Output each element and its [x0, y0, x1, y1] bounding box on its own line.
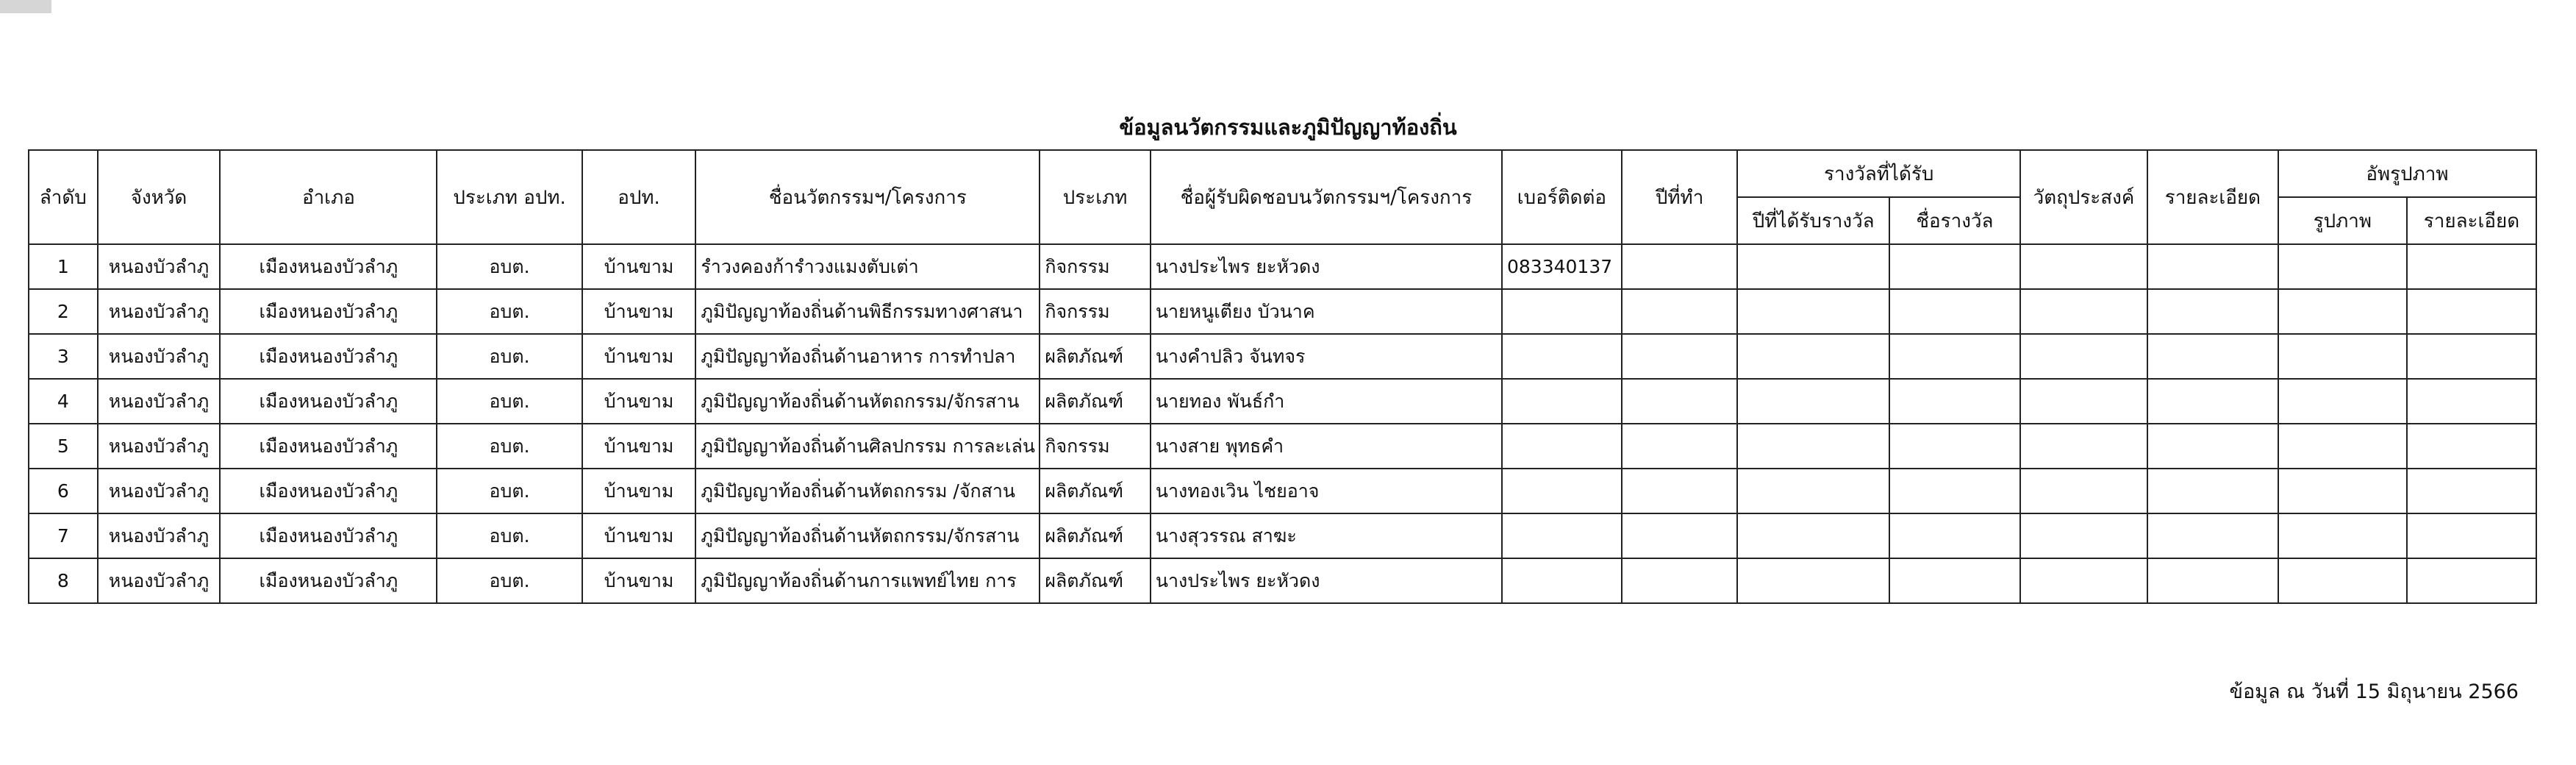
cell-innovation-name: ภูมิปัญญาท้องถิ่นด้านหัตถกรรม/จักรสาน: [695, 513, 1040, 558]
document-title: ข้อมูลนวัตกรรมและภูมิปัญญาท้องถิ่น: [1119, 115, 1457, 140]
cell-responsible: นางสาย พุทธคำ: [1151, 424, 1502, 469]
header-year: ปีที่ทำ: [1622, 150, 1738, 244]
data-date-note: ข้อมูล ณ วันที่ 15 มิถุนายน 2566: [2229, 680, 2519, 703]
cell-phone: [1502, 379, 1622, 424]
header-order: ลำดับ: [29, 150, 98, 244]
table-row: [29, 424, 2536, 469]
header-awards: รางวัลที่ได้รับ: [1737, 150, 2020, 197]
cell-province: หนองบัวลำภู: [98, 424, 221, 469]
cell-upload-image: [2278, 558, 2407, 603]
header-innovation-name: ชื่อนวัตกรรมฯ/โครงการ: [695, 150, 1040, 244]
cell-detail: [2147, 334, 2278, 379]
cell-award-name: [1889, 244, 2020, 289]
cell-responsible: นายทอง พันธ์กำ: [1151, 379, 1502, 424]
cell-category: ผลิตภัณฑ์: [1040, 379, 1151, 424]
table-row: [29, 513, 2536, 558]
header-phone: เบอร์ติดต่อ: [1502, 150, 1622, 244]
cell-upload-detail: [2407, 513, 2536, 558]
cell-province: หนองบัวลำภู: [98, 558, 221, 603]
header-province: จังหวัด: [98, 150, 221, 244]
cell-upload-detail: [2407, 334, 2536, 379]
cell-upload-image: [2278, 244, 2407, 289]
cell-lao-type: อบต.: [437, 334, 582, 379]
cell-district: เมืองหนองบัวลำภู: [220, 334, 437, 379]
header-objective: วัตถุประสงค์: [2020, 150, 2147, 244]
cell-lao-type: อบต.: [437, 558, 582, 603]
cell-award-name: [1889, 513, 2020, 558]
cell-objective: [2020, 513, 2147, 558]
cell-year: [1622, 513, 1738, 558]
cell-objective: [2020, 289, 2147, 334]
cell-category: กิจกรรม: [1040, 424, 1151, 469]
cell-order: 4: [29, 379, 98, 424]
cell-upload-image: [2278, 334, 2407, 379]
cell-lao-type: อบต.: [437, 289, 582, 334]
cell-award-year: [1737, 513, 1889, 558]
cell-district: เมืองหนองบัวลำภู: [220, 244, 437, 289]
cell-lao: บ้านขาม: [582, 334, 696, 379]
header-responsible: ชื่อผู้รับผิดชอบนวัตกรรมฯ/โครงการ: [1151, 150, 1502, 244]
cell-year: [1622, 424, 1738, 469]
cell-phone: [1502, 334, 1622, 379]
cell-award-year: [1737, 379, 1889, 424]
cell-district: เมืองหนองบัวลำภู: [220, 424, 437, 469]
cell-lao: บ้านขาม: [582, 244, 696, 289]
cell-innovation-name: ภูมิปัญญาท้องถิ่นด้านหัตถกรรม /จักสาน: [695, 469, 1040, 513]
cell-district: เมืองหนองบัวลำภู: [220, 379, 437, 424]
cell-lao-type: อบต.: [437, 469, 582, 513]
cell-province: หนองบัวลำภู: [98, 244, 221, 289]
cell-detail: [2147, 379, 2278, 424]
cell-year: [1622, 379, 1738, 424]
cell-district: เมืองหนองบัวลำภู: [220, 469, 437, 513]
cell-category: กิจกรรม: [1040, 289, 1151, 334]
cell-district: เมืองหนองบัวลำภู: [220, 513, 437, 558]
header-lao: อปท.: [582, 150, 696, 244]
cell-phone: [1502, 289, 1622, 334]
cell-innovation-name: รำวงคองก้ารำวงแมงตับเต่า: [695, 244, 1040, 289]
cell-award-name: [1889, 558, 2020, 603]
cell-award-year: [1737, 289, 1889, 334]
cell-award-year: [1737, 334, 1889, 379]
cell-objective: [2020, 244, 2147, 289]
header-award-year: ปีที่ได้รับรางวัล: [1737, 197, 1889, 244]
header-upload-detail: รายละเอียด: [2407, 197, 2536, 244]
table-header: [29, 150, 2536, 244]
cell-upload-detail: [2407, 379, 2536, 424]
header-award-name: ชื่อรางวัล: [1889, 197, 2020, 244]
cell-category: กิจกรรม: [1040, 244, 1151, 289]
table-row: [29, 244, 2536, 289]
cell-phone: [1502, 558, 1622, 603]
cell-award-year: [1737, 424, 1889, 469]
cell-innovation-name: ภูมิปัญญาท้องถิ่นด้านอาหาร การทำปลา: [695, 334, 1040, 379]
cell-detail: [2147, 513, 2278, 558]
cell-lao: บ้านขาม: [582, 289, 696, 334]
cell-upload-image: [2278, 424, 2407, 469]
scan-artifact: [0, 0, 51, 13]
cell-phone: 083340137: [1502, 244, 1622, 289]
cell-award-name: [1889, 469, 2020, 513]
cell-award-year: [1737, 558, 1889, 603]
cell-award-name: [1889, 424, 2020, 469]
cell-order: 5: [29, 424, 98, 469]
cell-upload-image: [2278, 513, 2407, 558]
cell-lao-type: อบต.: [437, 379, 582, 424]
cell-award-name: [1889, 379, 2020, 424]
cell-responsible: นายหนูเตียง บัวนาค: [1151, 289, 1502, 334]
cell-upload-detail: [2407, 244, 2536, 289]
cell-phone: [1502, 469, 1622, 513]
cell-order: 1: [29, 244, 98, 289]
cell-year: [1622, 289, 1738, 334]
cell-upload-image: [2278, 289, 2407, 334]
cell-province: หนองบัวลำภู: [98, 513, 221, 558]
cell-lao: บ้านขาม: [582, 469, 696, 513]
header-upload: อัพรูปภาพ: [2278, 150, 2536, 197]
table-row: [29, 379, 2536, 424]
cell-responsible: นางทองเวิน ไชยอาจ: [1151, 469, 1502, 513]
cell-objective: [2020, 469, 2147, 513]
cell-detail: [2147, 558, 2278, 603]
cell-upload-detail: [2407, 469, 2536, 513]
header-district: อำเภอ: [220, 150, 437, 244]
cell-category: ผลิตภัณฑ์: [1040, 513, 1151, 558]
cell-order: 7: [29, 513, 98, 558]
cell-order: 8: [29, 558, 98, 603]
cell-district: เมืองหนองบัวลำภู: [220, 558, 437, 603]
cell-award-year: [1737, 469, 1889, 513]
cell-phone: [1502, 513, 1622, 558]
table-row: [29, 289, 2536, 334]
cell-lao-type: อบต.: [437, 424, 582, 469]
cell-award-name: [1889, 289, 2020, 334]
cell-upload-detail: [2407, 424, 2536, 469]
cell-upload-detail: [2407, 558, 2536, 603]
cell-responsible: นางสุวรรณ สาฆะ: [1151, 513, 1502, 558]
header-upload-image: รูปภาพ: [2278, 197, 2407, 244]
cell-responsible: นางประไพร ยะหัวดง: [1151, 244, 1502, 289]
cell-order: 2: [29, 289, 98, 334]
cell-province: หนองบัวลำภู: [98, 289, 221, 334]
cell-detail: [2147, 244, 2278, 289]
cell-district: เมืองหนองบัวลำภู: [220, 289, 437, 334]
cell-lao-type: อบต.: [437, 244, 582, 289]
cell-province: หนองบัวลำภู: [98, 469, 221, 513]
innovation-table: [28, 149, 2537, 604]
cell-province: หนองบัวลำภู: [98, 334, 221, 379]
cell-objective: [2020, 424, 2147, 469]
cell-innovation-name: ภูมิปัญญาท้องถิ่นด้านพิธีกรรมทางศาสนา: [695, 289, 1040, 334]
table-body: [29, 244, 2536, 603]
cell-year: [1622, 334, 1738, 379]
cell-upload-image: [2278, 469, 2407, 513]
cell-year: [1622, 244, 1738, 289]
header-category: ประเภท: [1040, 150, 1151, 244]
table-row: [29, 558, 2536, 603]
cell-objective: [2020, 334, 2147, 379]
cell-year: [1622, 469, 1738, 513]
cell-objective: [2020, 379, 2147, 424]
cell-phone: [1502, 424, 1622, 469]
table-row: [29, 469, 2536, 513]
cell-lao: บ้านขาม: [582, 379, 696, 424]
cell-detail: [2147, 424, 2278, 469]
cell-award-year: [1737, 244, 1889, 289]
table-row: [29, 334, 2536, 379]
cell-award-name: [1889, 334, 2020, 379]
cell-innovation-name: ภูมิปัญญาท้องถิ่นด้านศิลปกรรม การละเล่น: [695, 424, 1040, 469]
cell-order: 6: [29, 469, 98, 513]
cell-province: หนองบัวลำภู: [98, 379, 221, 424]
cell-lao: บ้านขาม: [582, 424, 696, 469]
cell-category: ผลิตภัณฑ์: [1040, 558, 1151, 603]
cell-responsible: นางประไพร ยะหัวดง: [1151, 558, 1502, 603]
cell-order: 3: [29, 334, 98, 379]
cell-lao-type: อบต.: [437, 513, 582, 558]
header-lao-type: ประเภท อปท.: [437, 150, 582, 244]
cell-category: ผลิตภัณฑ์: [1040, 334, 1151, 379]
cell-detail: [2147, 289, 2278, 334]
cell-lao: บ้านขาม: [582, 558, 696, 603]
cell-upload-image: [2278, 379, 2407, 424]
cell-objective: [2020, 558, 2147, 603]
cell-detail: [2147, 469, 2278, 513]
header-detail: รายละเอียด: [2147, 150, 2278, 244]
cell-innovation-name: ภูมิปัญญาท้องถิ่นด้านการแพทย์ไทย การ: [695, 558, 1040, 603]
cell-responsible: นางคำปลิว จันทจร: [1151, 334, 1502, 379]
cell-category: ผลิตภัณฑ์: [1040, 469, 1151, 513]
cell-upload-detail: [2407, 289, 2536, 334]
cell-innovation-name: ภูมิปัญญาท้องถิ่นด้านหัตถกรรม/จักรสาน: [695, 379, 1040, 424]
cell-lao: บ้านขาม: [582, 513, 696, 558]
cell-year: [1622, 558, 1738, 603]
